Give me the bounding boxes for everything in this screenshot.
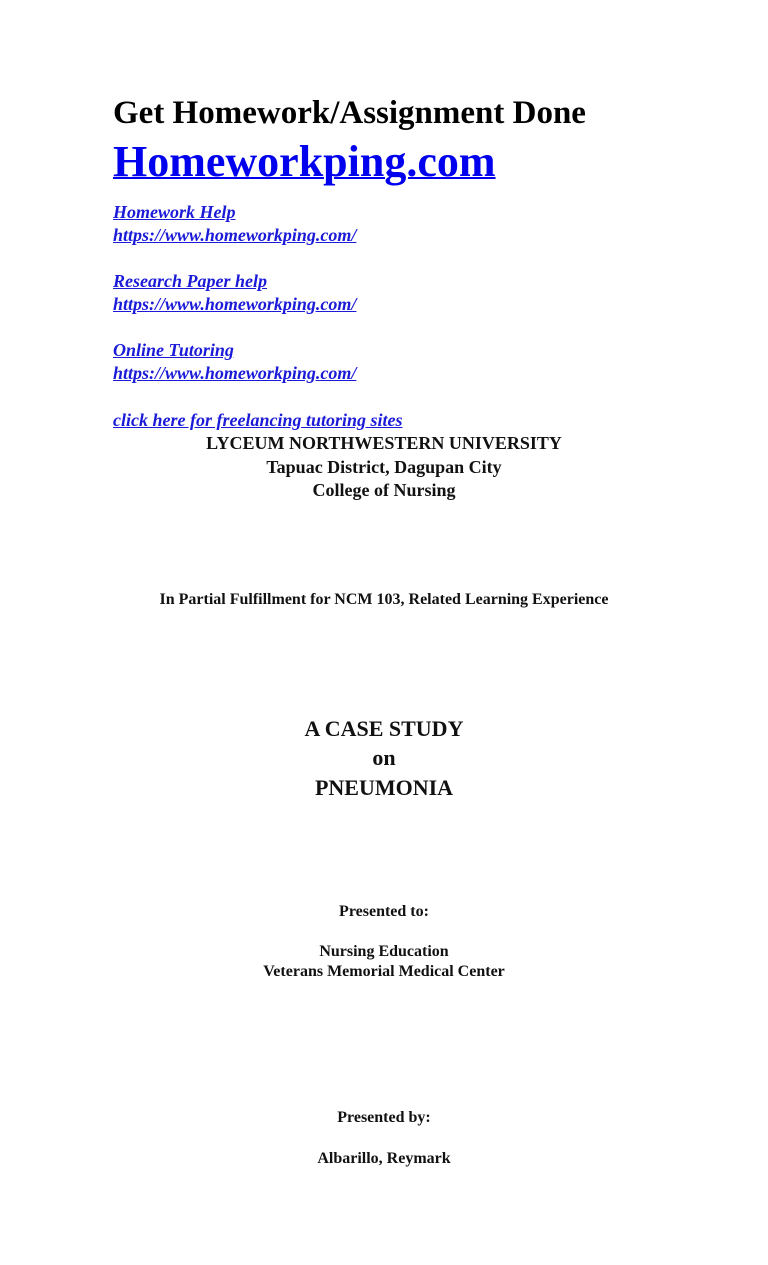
research-paper-link[interactable]: Research Paper help — [113, 271, 267, 291]
university-address: Tapuac District, Dagupan City — [266, 457, 502, 477]
presented-to-label: Presented to: — [339, 903, 429, 920]
case-on: on — [372, 745, 396, 770]
research-paper-url[interactable]: https://www.homeworkping.com/ — [113, 294, 357, 314]
presented-to-line2: Veterans Memorial Medical Center — [263, 963, 505, 980]
presented-to-line1: Nursing Education — [319, 943, 449, 960]
college-name: College of Nursing — [312, 480, 456, 500]
site-link[interactable]: Homeworkping.com — [113, 137, 496, 186]
case-title: A CASE STUDY — [304, 716, 464, 741]
university-name: LYCEUM NORTHWESTERN UNIVERSITY — [206, 433, 562, 453]
case-topic: PNEUMONIA — [314, 775, 454, 800]
promo-title: Get Homework/Assignment Done — [113, 95, 586, 131]
homework-help-link[interactable]: Homework Help — [113, 202, 236, 222]
fulfillment-text: In Partial Fulfillment for NCM 103, Related Learning Experience — [159, 591, 609, 608]
online-tutoring-url[interactable]: https://www.homeworkping.com/ — [113, 363, 357, 383]
online-tutoring-link[interactable]: Online Tutoring — [113, 340, 234, 360]
homework-help-url[interactable]: https://www.homeworkping.com/ — [113, 225, 357, 245]
freelance-link[interactable]: click here for freelancing tutoring sites — [113, 410, 403, 430]
presented-by-label: Presented by: — [337, 1109, 431, 1126]
presenter-name: Albarillo, Reymark — [317, 1150, 451, 1167]
